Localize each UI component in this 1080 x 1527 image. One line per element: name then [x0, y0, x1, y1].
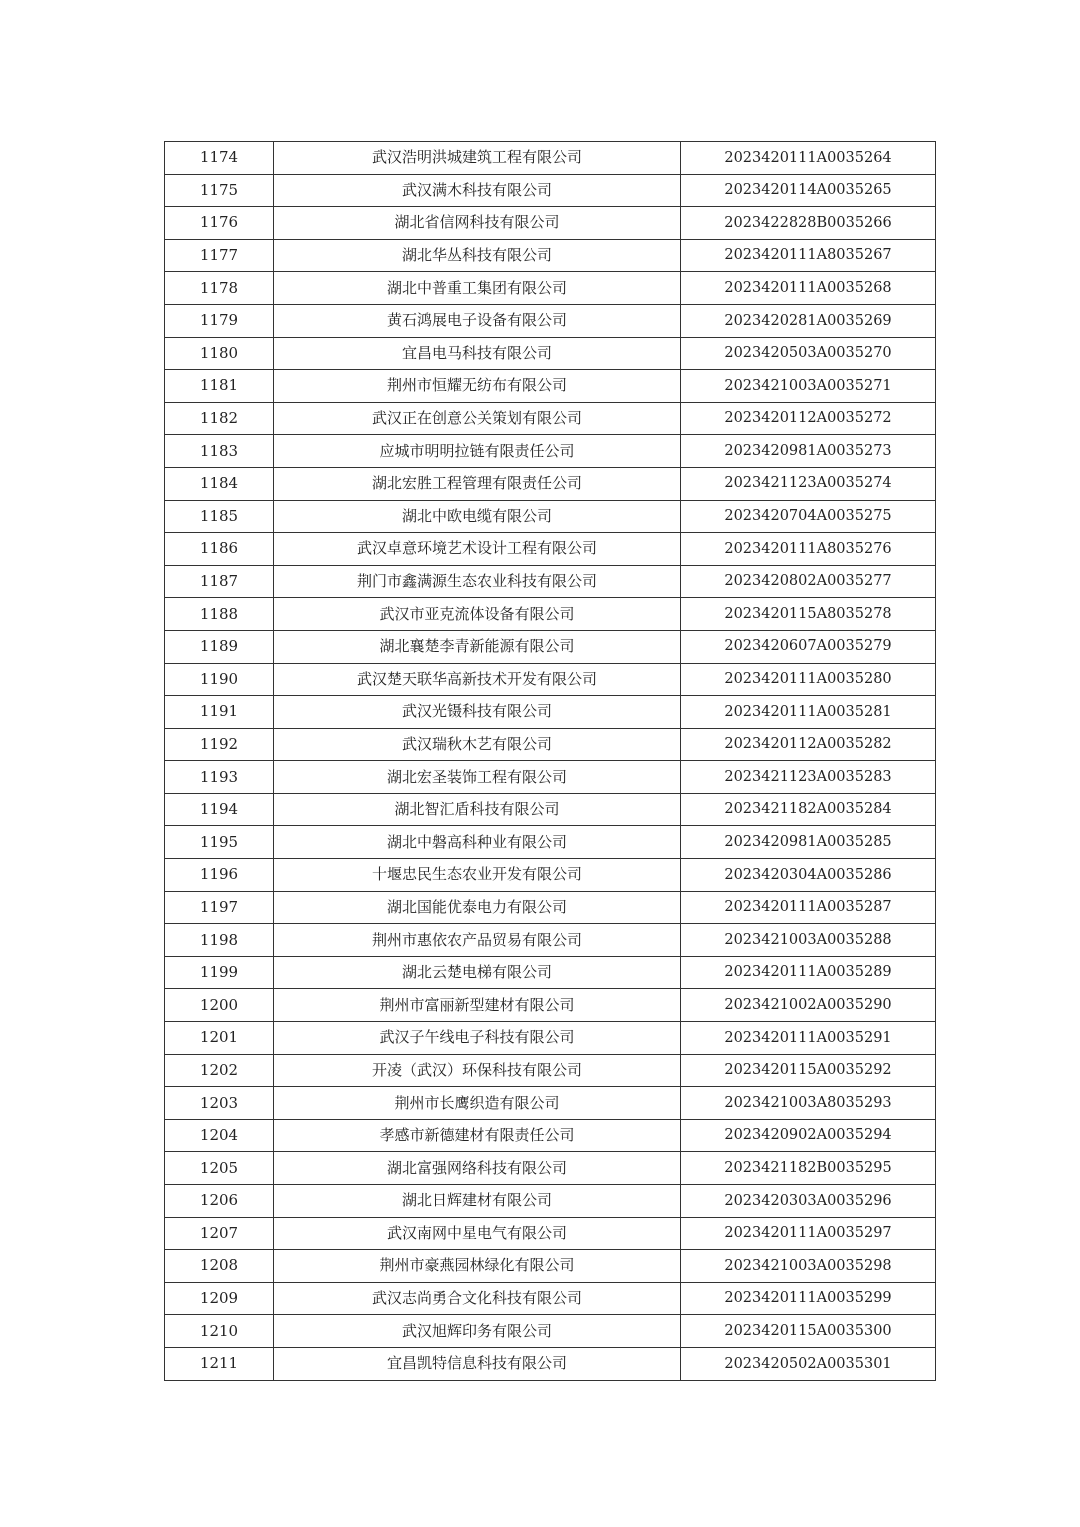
row-number-cell: 1177 [165, 239, 274, 272]
table-row [165, 696, 936, 729]
registration-code-cell: 2023421123A0035274 [681, 467, 936, 500]
row-number-cell: 1181 [165, 370, 274, 403]
table-row [165, 402, 936, 435]
company-name-cell: 荆州市惠依农产品贸易有限公司 [274, 924, 681, 957]
registration-code-cell: 2023420281A0035269 [681, 304, 936, 337]
table-body [165, 142, 936, 1381]
company-name-cell: 湖北中欧电缆有限公司 [274, 500, 681, 533]
table-row [165, 1152, 936, 1185]
row-number-cell: 1209 [165, 1282, 274, 1315]
table-row [165, 1185, 936, 1218]
table-row [165, 793, 936, 826]
company-name-cell: 湖北中普重工集团有限公司 [274, 272, 681, 305]
company-name-cell: 武汉志尚勇合文化科技有限公司 [274, 1282, 681, 1315]
registration-code-cell: 2023420115A0035300 [681, 1315, 936, 1348]
table-row [165, 1315, 936, 1348]
table-row [165, 1282, 936, 1315]
company-name-cell: 宜昌电马科技有限公司 [274, 337, 681, 370]
table-row [165, 174, 936, 207]
company-name-cell: 湖北襄楚李青新能源有限公司 [274, 630, 681, 663]
row-number-cell: 1208 [165, 1250, 274, 1283]
registration-code-cell: 2023420111A0035289 [681, 956, 936, 989]
registration-code-cell: 2023420111A0035281 [681, 696, 936, 729]
registration-code-cell: 2023421123A0035283 [681, 761, 936, 794]
registration-code-cell: 2023421003A0035271 [681, 370, 936, 403]
row-number-cell: 1186 [165, 533, 274, 566]
registration-code-cell: 2023420981A0035285 [681, 826, 936, 859]
company-name-cell: 荆州市富丽新型建材有限公司 [274, 989, 681, 1022]
row-number-cell: 1187 [165, 565, 274, 598]
company-name-cell: 湖北日辉建材有限公司 [274, 1185, 681, 1218]
table-row [165, 1087, 936, 1120]
company-name-cell: 武汉光镊科技有限公司 [274, 696, 681, 729]
row-number-cell: 1205 [165, 1152, 274, 1185]
company-name-cell: 湖北国能优泰电力有限公司 [274, 891, 681, 924]
registration-code-cell: 2023420111A0035297 [681, 1217, 936, 1250]
row-number-cell: 1207 [165, 1217, 274, 1250]
registration-code-cell: 2023421003A0035298 [681, 1250, 936, 1283]
company-registry-table [164, 141, 936, 1381]
company-name-cell: 湖北云楚电梯有限公司 [274, 956, 681, 989]
company-name-cell: 湖北富强网络科技有限公司 [274, 1152, 681, 1185]
registration-code-cell: 2023420902A0035294 [681, 1119, 936, 1152]
row-number-cell: 1188 [165, 598, 274, 631]
table-row [165, 1347, 936, 1380]
table-row [165, 630, 936, 663]
row-number-cell: 1197 [165, 891, 274, 924]
registration-code-cell: 2023420704A0035275 [681, 500, 936, 533]
registration-code-cell: 2023420112A0035282 [681, 728, 936, 761]
registration-code-cell: 2023420607A0035279 [681, 630, 936, 663]
registration-code-cell: 2023420503A0035270 [681, 337, 936, 370]
company-name-cell: 武汉正在创意公关策划有限公司 [274, 402, 681, 435]
company-name-cell: 宜昌凯特信息科技有限公司 [274, 1347, 681, 1380]
company-name-cell: 武汉楚天联华高新技术开发有限公司 [274, 663, 681, 696]
registration-code-cell: 2023420111A0035287 [681, 891, 936, 924]
registration-code-cell: 2023420111A8035267 [681, 239, 936, 272]
row-number-cell: 1210 [165, 1315, 274, 1348]
company-name-cell: 黄石鸿展电子设备有限公司 [274, 304, 681, 337]
registration-code-cell: 2023420304A0035286 [681, 859, 936, 892]
company-name-cell: 湖北宏圣装饰工程有限公司 [274, 761, 681, 794]
row-number-cell: 1202 [165, 1054, 274, 1087]
company-name-cell: 应城市明明拉链有限责任公司 [274, 435, 681, 468]
row-number-cell: 1194 [165, 793, 274, 826]
registration-code-cell: 2023420981A0035273 [681, 435, 936, 468]
table-row [165, 272, 936, 305]
row-number-cell: 1185 [165, 500, 274, 533]
registration-code-cell: 2023420111A0035291 [681, 1022, 936, 1055]
company-name-cell: 湖北华丛科技有限公司 [274, 239, 681, 272]
company-name-cell: 荆门市鑫满源生态农业科技有限公司 [274, 565, 681, 598]
table-row [165, 728, 936, 761]
company-name-cell: 武汉浩明洪城建筑工程有限公司 [274, 142, 681, 175]
table-row [165, 924, 936, 957]
table-row [165, 663, 936, 696]
company-name-cell: 开凌（武汉）环保科技有限公司 [274, 1054, 681, 1087]
table-row [165, 337, 936, 370]
table-row [165, 859, 936, 892]
registration-code-cell: 2023420802A0035277 [681, 565, 936, 598]
row-number-cell: 1201 [165, 1022, 274, 1055]
table-row [165, 989, 936, 1022]
registration-code-cell: 2023420303A0035296 [681, 1185, 936, 1218]
table-row [165, 1054, 936, 1087]
row-number-cell: 1196 [165, 859, 274, 892]
table-row [165, 370, 936, 403]
company-name-cell: 武汉满木科技有限公司 [274, 174, 681, 207]
row-number-cell: 1189 [165, 630, 274, 663]
row-number-cell: 1200 [165, 989, 274, 1022]
row-number-cell: 1211 [165, 1347, 274, 1380]
table-row [165, 142, 936, 175]
company-name-cell: 荆州市长鹰织造有限公司 [274, 1087, 681, 1120]
registration-code-cell: 2023420111A0035264 [681, 142, 936, 175]
row-number-cell: 1199 [165, 956, 274, 989]
company-name-cell: 十堰忠民生态农业开发有限公司 [274, 859, 681, 892]
registration-code-cell: 2023420114A0035265 [681, 174, 936, 207]
row-number-cell: 1174 [165, 142, 274, 175]
table-row [165, 826, 936, 859]
row-number-cell: 1198 [165, 924, 274, 957]
table-row [165, 761, 936, 794]
table-row [165, 500, 936, 533]
row-number-cell: 1192 [165, 728, 274, 761]
row-number-cell: 1179 [165, 304, 274, 337]
table-row [165, 891, 936, 924]
registration-code-cell: 2023420115A8035278 [681, 598, 936, 631]
row-number-cell: 1178 [165, 272, 274, 305]
row-number-cell: 1204 [165, 1119, 274, 1152]
row-number-cell: 1180 [165, 337, 274, 370]
row-number-cell: 1193 [165, 761, 274, 794]
registration-code-cell: 2023421003A0035288 [681, 924, 936, 957]
registration-code-cell: 2023420112A0035272 [681, 402, 936, 435]
company-name-cell: 武汉子午线电子科技有限公司 [274, 1022, 681, 1055]
company-name-cell: 孝感市新德建材有限责任公司 [274, 1119, 681, 1152]
table-row [165, 304, 936, 337]
table-row [165, 598, 936, 631]
company-name-cell: 湖北中磐高科种业有限公司 [274, 826, 681, 859]
registration-code-cell: 2023421003A8035293 [681, 1087, 936, 1120]
company-name-cell: 武汉卓意环境艺术设计工程有限公司 [274, 533, 681, 566]
table-row [165, 467, 936, 500]
registration-code-cell: 2023420111A8035276 [681, 533, 936, 566]
company-name-cell: 湖北智汇盾科技有限公司 [274, 793, 681, 826]
company-name-cell: 湖北省信网科技有限公司 [274, 207, 681, 240]
table-row [165, 1250, 936, 1283]
company-name-cell: 武汉瑞秋木艺有限公司 [274, 728, 681, 761]
row-number-cell: 1182 [165, 402, 274, 435]
table-row [165, 239, 936, 272]
row-number-cell: 1184 [165, 467, 274, 500]
row-number-cell: 1183 [165, 435, 274, 468]
registration-code-cell: 2023420111A0035280 [681, 663, 936, 696]
registration-code-cell: 2023421182A0035284 [681, 793, 936, 826]
table-row [165, 956, 936, 989]
table-row [165, 207, 936, 240]
table-row [165, 533, 936, 566]
registration-code-cell: 2023420111A0035299 [681, 1282, 936, 1315]
registration-code-cell: 2023420111A0035268 [681, 272, 936, 305]
table-row [165, 565, 936, 598]
table-row [165, 1119, 936, 1152]
row-number-cell: 1190 [165, 663, 274, 696]
registration-code-cell: 2023420115A0035292 [681, 1054, 936, 1087]
row-number-cell: 1195 [165, 826, 274, 859]
row-number-cell: 1191 [165, 696, 274, 729]
table-row [165, 435, 936, 468]
row-number-cell: 1203 [165, 1087, 274, 1120]
company-name-cell: 荆州市恒耀无纺布有限公司 [274, 370, 681, 403]
table-row [165, 1022, 936, 1055]
company-name-cell: 武汉市亚克流体设备有限公司 [274, 598, 681, 631]
company-name-cell: 荆州市豪燕园林绿化有限公司 [274, 1250, 681, 1283]
row-number-cell: 1175 [165, 174, 274, 207]
registration-code-cell: 2023421002A0035290 [681, 989, 936, 1022]
registration-code-cell: 2023422828B0035266 [681, 207, 936, 240]
company-name-cell: 武汉旭辉印务有限公司 [274, 1315, 681, 1348]
registration-code-cell: 2023420502A0035301 [681, 1347, 936, 1380]
row-number-cell: 1206 [165, 1185, 274, 1218]
registration-code-cell: 2023421182B0035295 [681, 1152, 936, 1185]
document-table-container [164, 141, 935, 1381]
row-number-cell: 1176 [165, 207, 274, 240]
company-name-cell: 湖北宏胜工程管理有限责任公司 [274, 467, 681, 500]
table-row [165, 1217, 936, 1250]
company-name-cell: 武汉南网中星电气有限公司 [274, 1217, 681, 1250]
